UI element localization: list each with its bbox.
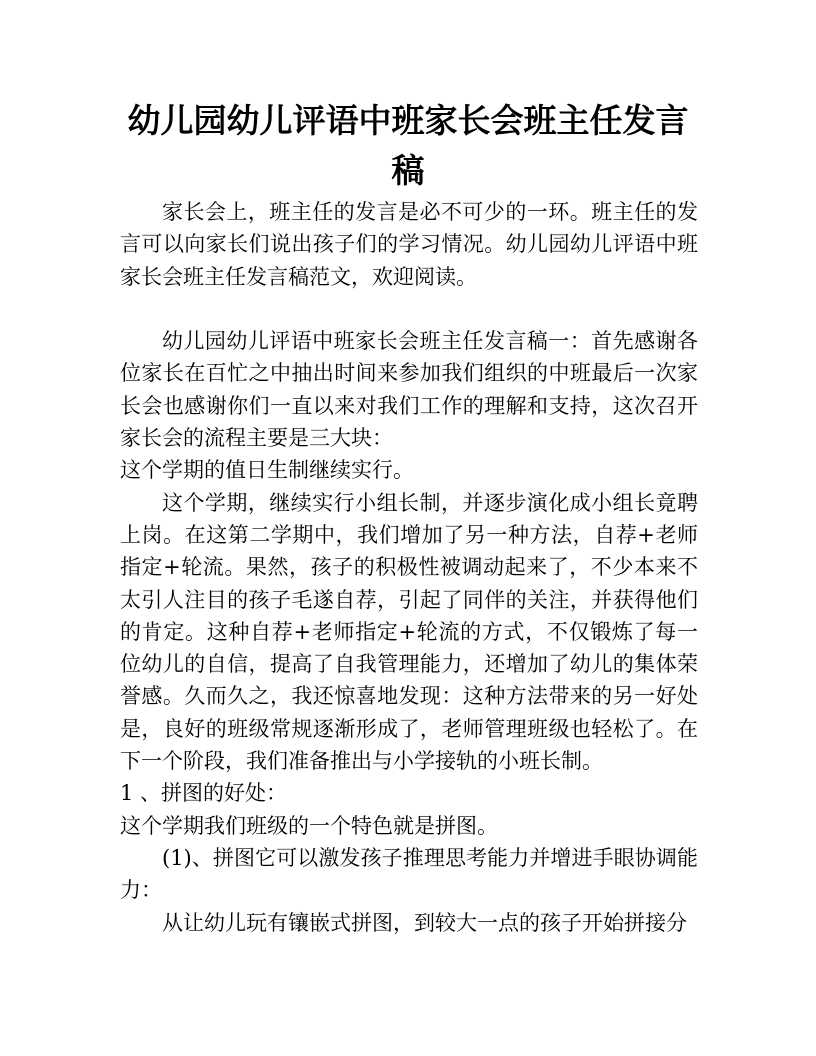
body-paragraph: 这个学期我们班级的一个特色就是拼图。 (120, 813, 498, 838)
body-paragraph: 幼儿园幼儿评语中班家长会班主任发言稿一：首先感谢各位家长在百忙之中抽出时间来参加我们组织的中班最后一次家长会也感谢你们一直以来对我们工作的理解和支持，这次召开家长会的流程主要是三大块： (120, 329, 698, 451)
intro-paragraph: 家长会上，班主任的发言是必不可少的一环。班主任的发言可以向家长们说出孩子们的学习情况。幼儿园幼儿评语中班家长会班主任发言稿范文，欢迎阅读。 (120, 200, 698, 289)
body-paragraph: (1)、拼图它可以激发孩子推理思考能力并增进手眼协调能力： (120, 845, 698, 903)
paragraph-spacer (120, 293, 698, 325)
document-title: 幼儿园幼儿评语中班家长会班主任发言稿 (127, 101, 689, 190)
document-body (120, 196, 698, 939)
body-paragraph: 这个学期的值日生制继续实行。 (120, 458, 414, 483)
body-paragraph: 从让幼儿玩有镶嵌式拼图，到较大一点的孩子开始拼接分 (162, 910, 687, 935)
section-heading: 1 、拼图的好处： (120, 781, 288, 806)
body-paragraph: 这个学期，继续实行小组长制，并逐步演化成小组长竟聘上岗。在这第二学期中，我们增加了另一种方法，自荐+老师指定+轮流。果然，孩子的积极性被调动起来了，不少本来不太引人注目的孩子毛遂自荐，引起了同伴的关注，并获得他们的肯定。这种自荐+老师指定+轮流的方式，不仅锻炼了每一位幼儿的自信，提高了自我管理能力，还增加了幼儿的集体荣誉感。久而久之，我还惊喜地发现：这种方法带来的另一好处是，良好的班级常规逐渐形成了，老师管理班级也轻松了。在下一个阶段，我们准备推出与小学接轨的小班长制。 (120, 490, 698, 774)
